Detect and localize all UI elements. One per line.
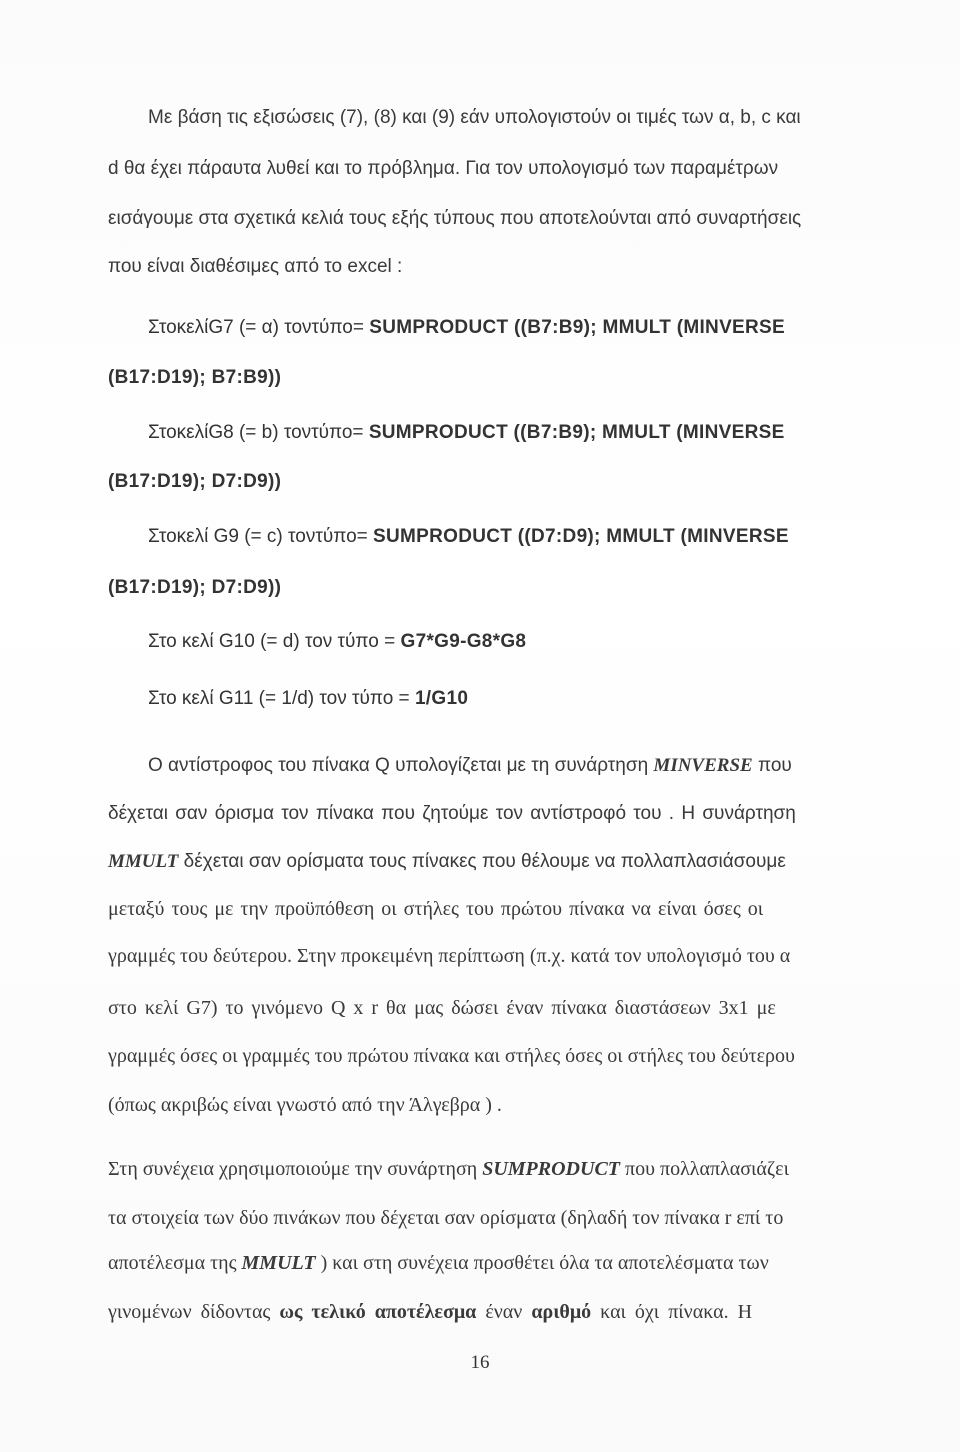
- emphasis-number: αριθμό: [531, 1301, 592, 1323]
- formula-g8: [148, 421, 785, 445]
- function-name-sumproduct: SUMPRODUCT: [482, 1158, 620, 1180]
- formula-g8-expression: SUMPRODUCT ((B7:B9); MMULT (MINVERSE: [368, 422, 785, 443]
- paragraph-3-line-3: [108, 1251, 769, 1275]
- formula-g8-args: (B17:D19); D7:D9)): [108, 471, 282, 492]
- text-run: δέχεται σαν ορίσματα τους πίνακες που θέλουμε να πολλαπλασιάσουμε: [178, 851, 786, 872]
- paragraph-1-line-2: d θα έχει πάραυτα λυθεί και το πρόβλημα. Για τον υπολογισμό των παραμέτρων: [108, 158, 779, 179]
- formula-g8-continuation: [108, 470, 281, 494]
- paragraph-3-line-2: τα στοιχεία των δύο πινάκων που δέχεται σαν ορίσματα (δηλαδή τον πίνακα r επί το: [108, 1207, 784, 1229]
- paragraph-1-line-1: Με βάση τις εξισώσεις (7), (8) και (9) εάν υπολογιστούν οι τιμές των α, b, c και: [148, 107, 801, 128]
- function-name-mmult: MMULT: [241, 1252, 316, 1274]
- formula-g11: [148, 687, 468, 711]
- formula-g10-prefix: Στο κελί G10 (= d) τον τύπο =: [148, 631, 396, 652]
- text-run: αποτέλεσμα της: [108, 1252, 242, 1274]
- formula-g7-args: (B17:D19); B7:B9)): [108, 367, 282, 388]
- formula-g9-expression: SUMPRODUCT ((D7:D9); MMULT (MINVERSE: [373, 526, 789, 547]
- paragraph-1-line-3: εισάγουμε στα σχετικά κελιά τους εξής τύπους που αποτελούνται από συναρτήσεις: [108, 208, 802, 229]
- formula-g7-expression: SUMPRODUCT ((B7:B9); MMULT (MINVERSE: [369, 317, 785, 338]
- formula-g9-prefix: Στοκελί G9 (= c) τοντύπο=: [148, 526, 368, 547]
- paragraph-2-line-7: γραμμές όσες οι γραμμές του πρώτου πίνακα και στήλες όσες οι στήλες του δεύτερου: [108, 1045, 795, 1067]
- text-run: και όχι πίνακα. Η: [591, 1301, 753, 1323]
- paragraph-2-line-8: (όπως ακριβώς είναι γνωστό από την Άλγεβρα ) .: [108, 1094, 502, 1116]
- paragraph-2-line-4: μεταξύ τους με την προϋπόθεση οι στήλες του πρώτου πίνακα να είναι όσες οι: [108, 898, 764, 920]
- text-run: έναν: [476, 1301, 532, 1323]
- formula-g11-prefix: Στο κελί G11 (= 1/d) τον τύπο =: [148, 688, 410, 709]
- formula-g10-expression: G7*G9-G8*G8: [400, 631, 527, 652]
- formula-g7-prefix: ΣτοκελίG7 (= α) τοντύπο=: [148, 317, 364, 338]
- text-run: γινομένων δίδοντας: [108, 1301, 280, 1323]
- formula-g7: [148, 316, 785, 340]
- page-number: 16: [470, 1352, 490, 1373]
- text-run: ) και στη συνέχεια προσθέτει όλα τα αποτελέσματα των: [315, 1252, 769, 1274]
- paragraph-2-line-2: δέχεται σαν όρισμα τον πίνακα που ζητούμε τον αντίστροφό του . Η συνάρτηση: [108, 803, 796, 824]
- function-name-minverse: MINVERSE: [653, 755, 753, 776]
- formula-g8-prefix: ΣτοκελίG8 (= b) τοντύπο=: [148, 422, 364, 443]
- emphasis-final-result: ως τελικό αποτέλεσμα: [279, 1301, 477, 1323]
- text-run: που: [752, 755, 792, 776]
- formula-g10: [148, 630, 526, 654]
- paragraph-3-line-4: [108, 1300, 752, 1324]
- paragraph-2-line-3: [108, 850, 786, 874]
- paragraph-1-line-4: που είναι διαθέσιμες από το excel :: [108, 256, 403, 277]
- formula-g11-expression: 1/G10: [414, 688, 469, 709]
- paragraph-2-line-1: [148, 754, 792, 778]
- formula-g9: [148, 525, 789, 549]
- paragraph-3-line-1: [108, 1157, 789, 1181]
- formula-g9-args: (B17:D19); D7:D9)): [108, 577, 282, 598]
- paragraph-2-line-6: στο κελί G7) το γινόμενο Q x r θα μας δώσει έναν πίνακα διαστάσεων 3x1 με: [108, 997, 776, 1019]
- function-name-mmult: MMULT: [108, 851, 179, 872]
- text-run: Στη συνέχεια χρησιμοποιούμε την συνάρτηση: [108, 1158, 483, 1180]
- text-run: που πολλαπλασιάζει: [620, 1158, 789, 1180]
- paragraph-2-line-5: γραμμές του δεύτερου. Στην προκειμένη περίπτωση (π.χ. κατά τον υπολογισμό του α: [108, 945, 791, 967]
- formula-g9-continuation: [108, 576, 281, 600]
- text-run: Ο αντίστροφος του πίνακα Q υπολογίζεται με τη συνάρτηση: [148, 755, 654, 776]
- formula-g7-continuation: [108, 366, 281, 390]
